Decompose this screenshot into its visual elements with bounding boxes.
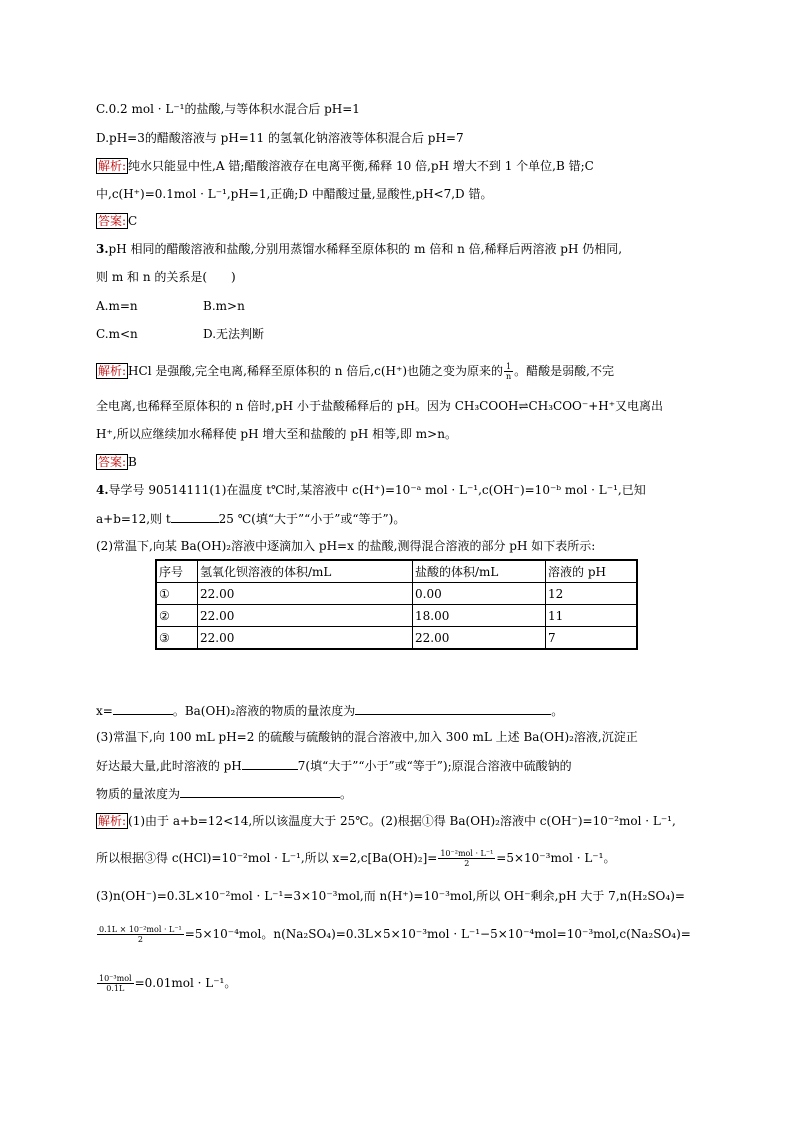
q4-line-1-text: 导学号 90514111(1)在温度 t℃时,某溶液中 c(H⁺)=10⁻ᵃ mol · L⁻¹,c(OH⁻)=10⁻ᵇ mol · L⁻¹,已知	[108, 483, 646, 497]
q4-line-6b: 7(填“大于”“小于”或“等于”);原混合溶液中硫酸钠的	[297, 759, 572, 773]
table-cell: 22.00	[198, 627, 413, 650]
q4-line-2b: 25 ℃(填“大于”“小于”或“等于”)。	[218, 512, 406, 526]
q4-fraction-1-numerator: 10⁻²mol · L⁻¹	[440, 849, 494, 858]
q3-stem-line-2: 则 m 和 n 的关系是( )	[96, 270, 236, 284]
q4-analysis-line-4	[96, 925, 691, 944]
q3-stem-text-1: pH 相同的醋酸溶液和盐酸,分别用蒸馏水稀释至原体积的 m 倍和 n 倍,稀释后两溶液 pH 仍相同,	[108, 242, 623, 256]
table-header-cell: 溶液的 pH	[546, 560, 638, 583]
table-header-row	[156, 560, 637, 583]
q3-number: 3.	[96, 242, 109, 256]
q4-blank-2[interactable]	[113, 702, 173, 715]
q4-blank-4[interactable]	[242, 757, 298, 770]
table-row	[156, 605, 637, 627]
q2-analysis-text-1: 纯水只能显中性,A 错;醋酸溶液存在电离平衡,稀释 10 倍,pH 增大不到 1 个单位,B 错;C	[128, 159, 594, 173]
q4-blank-1[interactable]	[171, 510, 219, 523]
q4-number: 4.	[96, 483, 109, 497]
q4-line-4	[96, 702, 563, 719]
q4-fraction-2-numerator: 0.1L × 10⁻²mol · L⁻¹	[99, 925, 182, 934]
table-cell: 11	[546, 605, 638, 627]
table-header-cell: 盐酸的体积/mL	[413, 560, 546, 583]
q4-analysis-text-5b: =0.01mol · L⁻¹。	[134, 976, 237, 990]
q4-blank-3[interactable]	[355, 702, 551, 715]
table-cell: 7	[546, 627, 638, 650]
q4-fraction-3-denominator: 0.1L	[106, 984, 125, 993]
q4-line-7b: 。	[340, 787, 353, 801]
q4-fraction-1	[438, 849, 495, 868]
q4-analysis-text-4b: =5×10⁻⁴mol。n(Na₂SO₄)=0.3L×5×10⁻³mol · L⁻¹−5×10⁻⁴mol=10⁻³mol,c(Na₂SO₄)=	[184, 927, 691, 941]
q4-line-2	[96, 510, 405, 527]
table-cell: 12	[546, 583, 638, 605]
q4-line-7	[96, 785, 352, 802]
q3-fraction-numerator: 1	[506, 362, 512, 371]
q3-option-d: D.无法判断	[203, 327, 265, 341]
q4-blank-5[interactable]	[180, 785, 340, 798]
table-header-cell: 序号	[156, 560, 198, 583]
q4-fraction-2-denominator: 2	[137, 935, 143, 944]
q3-stem-line-1	[96, 241, 622, 257]
q4-fraction-3	[97, 974, 134, 993]
table-cell: 22.00	[198, 605, 413, 627]
q4-analysis-line-1	[96, 813, 676, 829]
q3-answer-value: B	[128, 455, 137, 469]
ph-data-table	[155, 559, 638, 650]
q4-analysis-text-2a: 所以根据③得 c(HCl)=10⁻²mol · L⁻¹,所以 x=2,c[Ba(OH)₂]=	[96, 851, 438, 865]
q2-analysis-line-1	[96, 158, 594, 174]
q3-fraction-denominator: n	[506, 372, 512, 381]
q3-fraction	[504, 362, 513, 381]
table-cell: 22.00	[198, 583, 413, 605]
q4-line-4b: 。Ba(OH)₂溶液的物质的量浓度为	[172, 704, 356, 718]
q4-analysis-line-3: (3)n(OH⁻)=0.3L×10⁻²mol · L⁻¹=3×10⁻³mol,而 n(H⁺)=10⁻³mol,所以 OH⁻剩余,pH 大于 7,n(H₂SO₄)=	[96, 889, 685, 903]
analysis-label: 解析:	[98, 159, 127, 173]
q4-fraction-2	[97, 925, 184, 944]
q2-answer	[96, 213, 137, 229]
q4-line-4a: x=	[96, 704, 113, 718]
q4-analysis-text-1: (1)由于 a+b=12<14,所以该温度大于 25℃。(2)根据①得 Ba(OH)₂溶液中 c(OH⁻)=10⁻²mol · L⁻¹,	[128, 814, 676, 828]
q3-analysis-text-1b: 。醋酸是弱酸,不完	[514, 364, 614, 378]
q3-analysis-line-1	[96, 362, 614, 381]
q3-option-c: C.m<n	[96, 327, 138, 341]
q4-line-6	[96, 757, 572, 774]
q3-option-b: B.m>n	[203, 299, 245, 313]
q4-line-7a: 物质的量浓度为	[96, 787, 181, 801]
table-cell: 22.00	[413, 627, 546, 650]
q4-analysis-text-2b: =5×10⁻³mol · L⁻¹。	[496, 851, 616, 865]
q2-option-d: D.pH=3的醋酸溶液与 pH=11 的氢氧化钠溶液等体积混合后 pH=7	[96, 131, 464, 145]
table-cell: 0.00	[413, 583, 546, 605]
table-cell: ②	[156, 605, 198, 627]
q2-analysis-line-2: 中,c(H⁺)=0.1mol · L⁻¹,pH=1,正确;D 中醋酸过量,显酸性,pH<7,D 错。	[96, 187, 493, 201]
q3-option-a: A.m=n	[96, 299, 138, 313]
q4-line-2a: a+b=12,则 t	[96, 512, 171, 526]
answer-label: 答案:	[98, 214, 127, 228]
answer-label: 答案:	[98, 455, 127, 469]
analysis-label: 解析:	[98, 364, 127, 378]
q4-analysis-line-5	[96, 974, 236, 993]
q3-analysis-line-2: 全电离,也稀释至原体积的 n 倍时,pH 小于盐酸稀释后的 pH。因为 CH₃COOH⇌CH₃COO⁻+H⁺又电离出	[96, 399, 664, 413]
q4-analysis-line-2	[96, 849, 615, 868]
q4-line-3: (2)常温下,向某 Ba(OH)₂溶液中逐滴加入 pH=x 的盐酸,测得混合溶液的部分 pH 如下表所示:	[96, 539, 596, 553]
q3-analysis-text-1a: HCl 是强酸,完全电离,稀释至原体积的 n 倍后,c(H⁺)也随之变为原来的	[128, 364, 504, 378]
table-row	[156, 583, 637, 605]
q4-line-4c: 。	[551, 704, 564, 718]
q2-option-c: C.0.2 mol · L⁻¹的盐酸,与等体积水混合后 pH=1	[96, 102, 360, 116]
q3-analysis-line-3: H⁺,所以应继续加水稀释使 pH 增大至和盐酸的 pH 相等,即 m>n。	[96, 427, 457, 441]
q3-answer	[96, 454, 137, 470]
q4-fraction-3-numerator: 10⁻³mol	[99, 974, 132, 983]
q2-answer-value: C	[128, 214, 138, 228]
table-cell: ①	[156, 583, 198, 605]
table-header-cell: 氢氧化钡溶液的体积/mL	[198, 560, 413, 583]
table-row	[156, 627, 637, 650]
q4-fraction-1-denominator: 2	[464, 859, 470, 868]
q4-line-5: (3)常温下,向 100 mL pH=2 的硫酸与硫酸钠的混合溶液中,加入 300 mL 上述 Ba(OH)₂溶液,沉淀正	[96, 730, 638, 744]
analysis-label: 解析:	[98, 814, 127, 828]
q4-line-6a: 好达最大量,此时溶液的 pH	[96, 759, 242, 773]
table-cell: 18.00	[413, 605, 546, 627]
q4-line-1	[96, 482, 646, 498]
table-cell: ③	[156, 627, 198, 650]
